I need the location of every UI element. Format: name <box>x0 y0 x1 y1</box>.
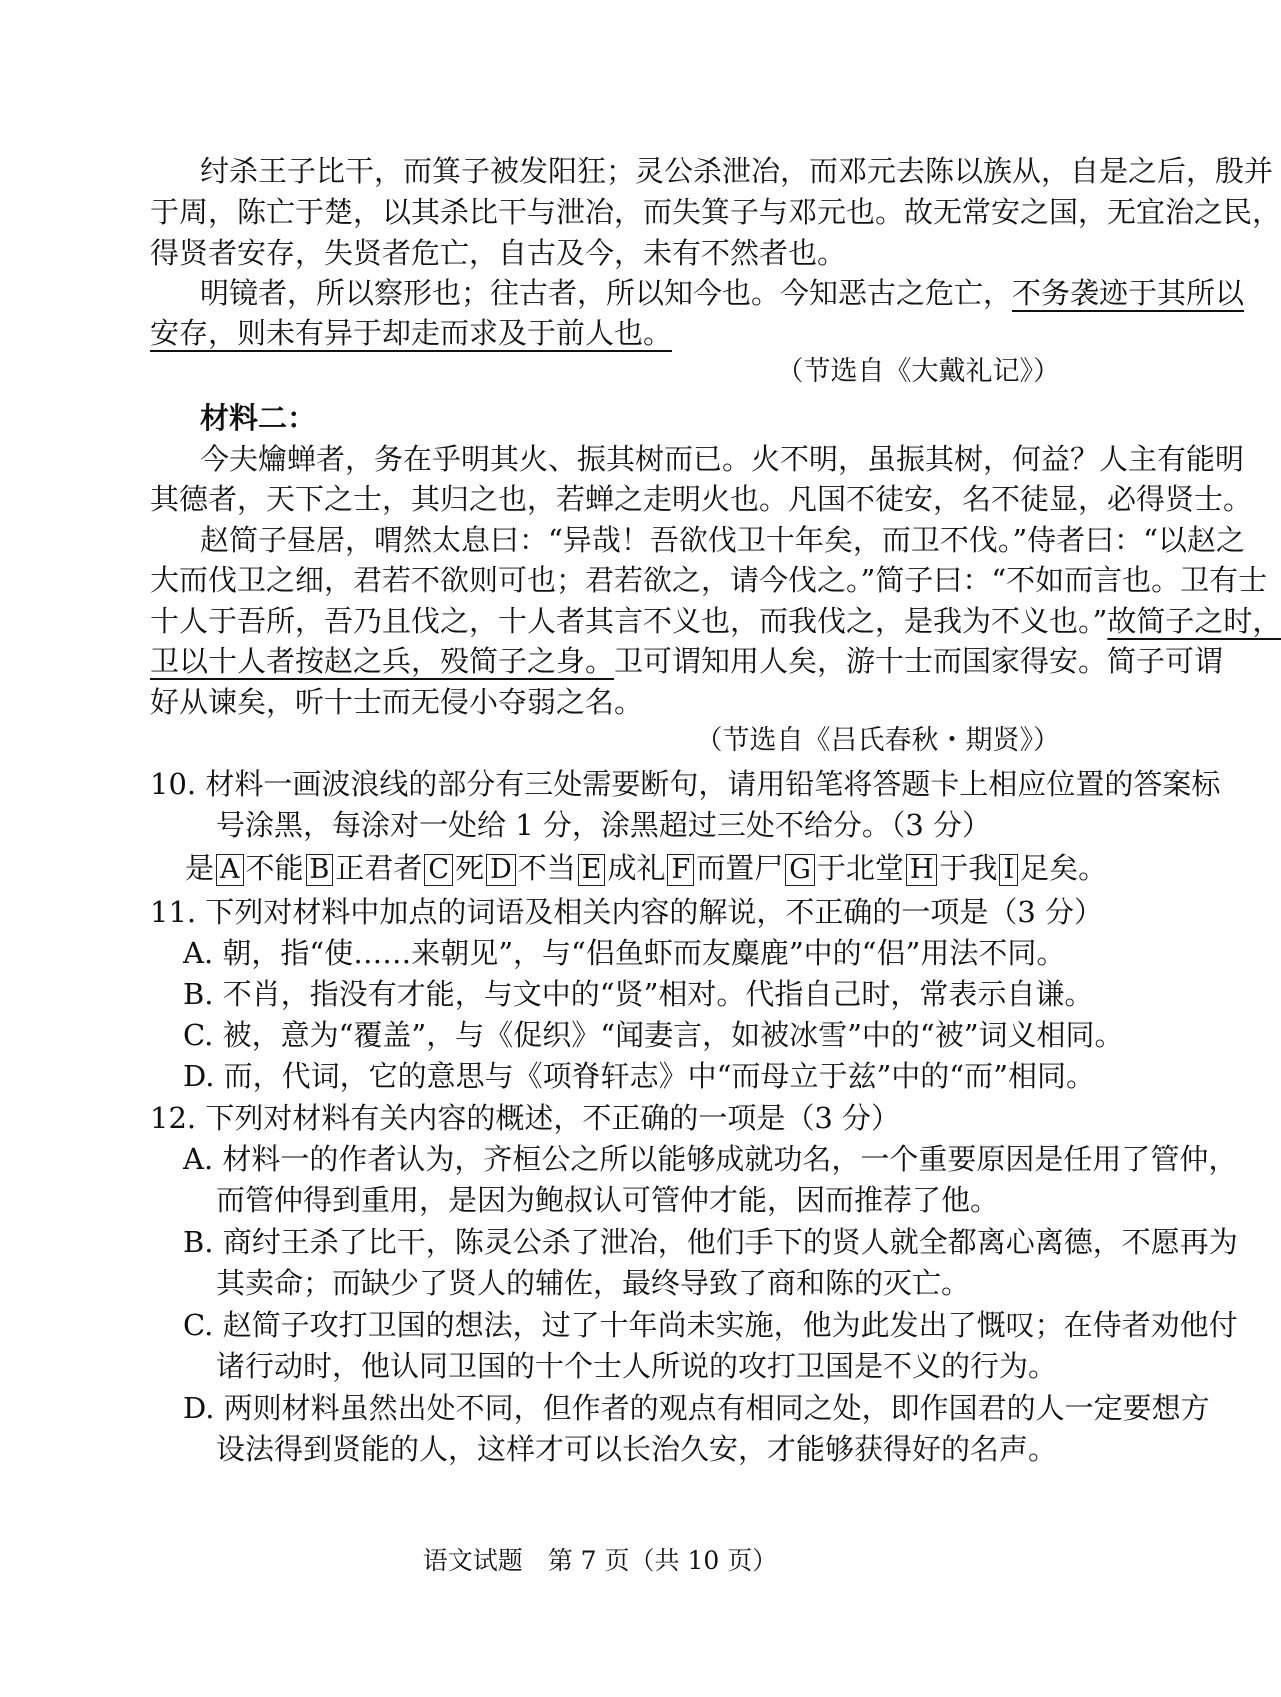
answer-box-a[interactable]: A <box>216 854 244 886</box>
material2-line-1: 今夫爚蝉者，务在乎明其火、振其树而已。火不明，虽振其树，何益？人主有能明 <box>200 442 1245 476</box>
q12-option-b-cont: 其卖命；而缺少了贤人的辅佐，最终导致了商和陈的灭亡。 <box>216 1266 971 1300</box>
q11-option-c[interactable]: C. 被，意为“覆盖”，与《促织》“闻妻言，如被冰雪”中的“被”词义相同。 <box>183 1018 1124 1052</box>
material2-line-5 <box>150 601 1281 641</box>
q12-option-a[interactable]: A. 材料一的作者认为，齐桓公之所以能够成就功名，一个重要原因是任用了管仲， <box>183 1142 1238 1176</box>
material2-line-6-text: 卫可谓知用人矣，游十士而国家得安。简子可谓 <box>614 644 1224 678</box>
material1-para2-line-1 <box>200 273 1244 313</box>
q12-option-c-cont: 诸行动时，他认同卫国的十个士人所说的攻打卫国是不义的行为。 <box>216 1349 1058 1383</box>
answer-box-e[interactable]: E <box>578 854 606 886</box>
underlined-sentence-part-1: 故简子之时， <box>1107 604 1281 638</box>
material1-line-2: 于周，陈亡于楚，以其杀比干与泄冶，而失箕子与邓元也。故无常安之国，无宜治之民， <box>150 195 1281 229</box>
material2-source: （节选自《吕氏春秋・期贤》） <box>695 725 1060 756</box>
q12-option-d[interactable]: D. 两则材料虽然出处不同，但作者的观点有相同之处，即作国君的人一定要想方 <box>183 1391 1210 1425</box>
underlined-sentence-part-2: 卫以十人者按赵之兵，殁简子之身。 <box>150 644 615 678</box>
q11-option-d[interactable]: D. 而，代词，它的意思与《项脊轩志》中“而母立于兹”中的“而”相同。 <box>183 1059 1095 1093</box>
material1-source: （节选自《大戴礼记》） <box>776 356 1060 387</box>
q11-option-a[interactable]: A. 朝，指“使……来朝见”，与“侣鱼虾而友麋鹿”中的“侣”用法不同。 <box>183 936 1066 970</box>
q10-segment: 成礼 <box>607 851 666 885</box>
material2-line-6 <box>150 641 1223 681</box>
q10-stem-line-2: 号涂黑，每涂对一处给 1 分，涂黑超过三处不给分。（3 分） <box>216 808 992 842</box>
q10-segment: 正君者 <box>335 851 423 885</box>
material1-para2-line-2 <box>150 313 672 353</box>
material1-para2-text: 明镜者，所以察形也；往古者，所以知今也。今知恶古之危亡， <box>200 276 1013 310</box>
material1-line-1: 纣杀王子比干，而箕子被发阳狂；灵公杀泄冶，而邓元去陈以族从，自是之后，殷并 <box>200 154 1274 188</box>
material1-line-3: 得贤者安存，失贤者危亡，自古及今，未有不然者也。 <box>150 236 847 270</box>
q10-stem-line-1: 10. 材料一画波浪线的部分有三处需要断句，请用铅笔将答题卡上相应位置的答案标 <box>150 767 1221 801</box>
answer-box-f[interactable]: F <box>667 854 694 886</box>
wavy-line-segment-1: 不务袭迹于其所以 <box>1012 276 1245 310</box>
material2-line-3: 赵简子昼居，喟然太息曰：“异哉！吾欲伐卫十年矣，而卫不伐。”侍者曰：“以赵之 <box>200 523 1245 557</box>
q10-segment: 是 <box>185 851 215 885</box>
answer-box-i[interactable]: I <box>999 854 1018 886</box>
material2-line-7: 好从谏矣，听十士而无侵小夺弱之名。 <box>150 685 644 719</box>
answer-box-c[interactable]: C <box>424 854 453 886</box>
q10-segment: 不当 <box>517 851 576 885</box>
q10-sentence <box>185 848 1107 888</box>
answer-box-d[interactable]: D <box>486 854 516 886</box>
q10-segment: 不能 <box>245 851 304 885</box>
q10-segment: 足矣。 <box>1020 851 1108 885</box>
material2-line-4: 大而伐卫之细，君若不欲则可也；君若欲之，请今伐之。”简子曰：“不如而言也。卫有士 <box>150 563 1268 597</box>
page-footer: 语文试题 第 7 页（共 10 页） <box>422 1546 778 1575</box>
q12-option-d-cont: 设法得到贤能的人，这样才可以长治久安，才能够获得好的名声。 <box>216 1432 1058 1466</box>
wavy-line-segment-2: 安存，则未有异于却走而求及于前人也。 <box>150 316 673 350</box>
q10-segment: 死 <box>455 851 485 885</box>
q12-option-c[interactable]: C. 赵简子攻打卫国的想法，过了十年尚未实施，他为此发出了慨叹；在侍者劝他付 <box>183 1308 1238 1342</box>
answer-box-g[interactable]: G <box>785 854 815 886</box>
q12-option-a-cont: 而管仲得到重用，是因为鲍叔认可管仲才能，因而推荐了他。 <box>216 1183 1000 1217</box>
material2-line-5-text: 十人于吾所，吾乃且伐之，十人者其言不义也，而我伐之，是我为不义也。” <box>150 604 1108 638</box>
q12-option-b[interactable]: B. 商纣王杀了比干，陈灵公杀了泄冶，他们手下的贤人就全都离心离德，不愿再为 <box>183 1225 1238 1259</box>
material2-line-2: 其德者，天下之士，其归之也，若蝉之走明火也。凡国不徒安，名不徒显，必得贤士。 <box>150 482 1253 516</box>
q10-segment: 而置尸 <box>696 851 784 885</box>
material2-heading: 材料二： <box>200 401 317 435</box>
q12-stem: 12. 下列对材料有关内容的概述，不正确的一项是（3 分） <box>150 1101 901 1135</box>
answer-box-b[interactable]: B <box>306 854 334 886</box>
q10-segment: 于我 <box>939 851 998 885</box>
q10-segment: 于北堂 <box>816 851 904 885</box>
q11-option-b[interactable]: B. 不肖，指没有才能，与文中的“贤”相对。代指自己时，常表示自谦。 <box>183 977 1094 1011</box>
q11-stem: 11. 下列对材料中加点的词语及相关内容的解说，不正确的一项是（3 分） <box>150 895 1104 929</box>
answer-box-h[interactable]: H <box>906 854 938 886</box>
